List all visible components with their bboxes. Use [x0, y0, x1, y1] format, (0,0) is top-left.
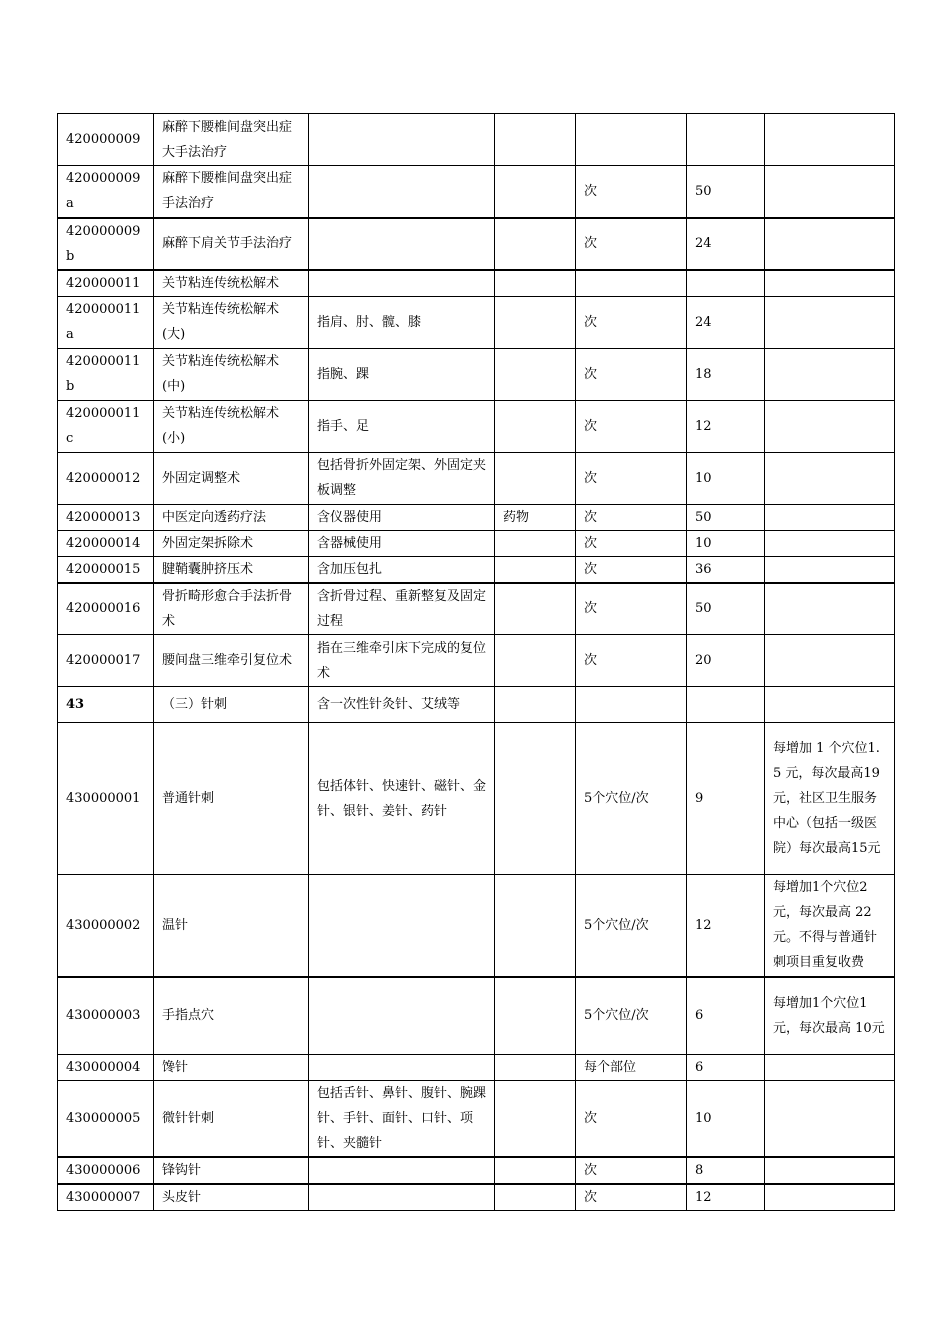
item-unit-cell: 次: [576, 635, 687, 687]
item-code-cell: 420000011c: [58, 400, 154, 452]
item-unit-cell: [576, 114, 687, 166]
item-content-cell: [309, 166, 495, 218]
item-note-cell: [765, 583, 895, 635]
item-name-cell: 温针: [154, 875, 309, 977]
item-content-cell: 含一次性针灸针、艾绒等: [309, 687, 495, 723]
item-note-cell: [765, 687, 895, 723]
table-row: [58, 452, 895, 504]
item-code-cell: 430000002: [58, 875, 154, 977]
item-note-cell: [765, 1157, 895, 1184]
item-name-cell: 腰间盘三维牵引复位术: [154, 635, 309, 687]
table-row: [58, 270, 895, 297]
item-unit-cell: 次: [576, 218, 687, 270]
item-note-cell: [765, 1055, 895, 1081]
item-name-cell: 微针针刺: [154, 1081, 309, 1158]
item-unit-cell: 每个部位: [576, 1055, 687, 1081]
item-note-cell: [765, 348, 895, 400]
item-unit-cell: 次: [576, 1184, 687, 1211]
item-name-cell: 外固定架拆除术: [154, 530, 309, 556]
item-unit-cell: [576, 270, 687, 297]
item-price-cell: [687, 687, 765, 723]
item-price-cell: 8: [687, 1157, 765, 1184]
item-price-cell: 36: [687, 556, 765, 583]
item-price-cell: 6: [687, 977, 765, 1055]
table-row: [58, 296, 895, 348]
item-code-cell: 420000012: [58, 452, 154, 504]
item-price-cell: [687, 270, 765, 297]
item-note-cell: 每增加 1 个穴位1.5 元，每次最高19 元，社区卫生服务中心（包括一级医院）每次最高15元: [765, 723, 895, 875]
item-name-cell: 麻醉下肩关节手法治疗: [154, 218, 309, 270]
item-content-cell: 含仪器使用: [309, 504, 495, 530]
item-unit-cell: 次: [576, 583, 687, 635]
table-row: [58, 530, 895, 556]
table-row: [58, 504, 895, 530]
item-exclusion-cell: [495, 114, 576, 166]
item-name-cell: 关节粘连传统松解术(大): [154, 296, 309, 348]
item-note-cell: 每增加1个穴位2元，每次最高 22元。不得与普通针刺项目重复收费: [765, 875, 895, 977]
item-exclusion-cell: [495, 1081, 576, 1158]
item-name-cell: 关节粘连传统松解术: [154, 270, 309, 297]
item-price-cell: 20: [687, 635, 765, 687]
item-exclusion-cell: [495, 1157, 576, 1184]
item-name-cell: 麻醉下腰椎间盘突出症手法治疗: [154, 166, 309, 218]
item-unit-cell: 5个穴位/次: [576, 723, 687, 875]
item-note-cell: [765, 1184, 895, 1211]
item-exclusion-cell: [495, 270, 576, 297]
item-exclusion-cell: [495, 635, 576, 687]
item-code-cell: 430000005: [58, 1081, 154, 1158]
item-price-cell: 50: [687, 504, 765, 530]
item-content-cell: [309, 977, 495, 1055]
item-content-cell: [309, 1157, 495, 1184]
item-code-cell: 43: [58, 687, 154, 723]
item-price-cell: 12: [687, 1184, 765, 1211]
item-name-cell: 骨折畸形愈合手法折骨术: [154, 583, 309, 635]
item-exclusion-cell: [495, 1055, 576, 1081]
item-name-cell: 手指点穴: [154, 977, 309, 1055]
item-exclusion-cell: [495, 723, 576, 875]
item-exclusion-cell: [495, 530, 576, 556]
item-code-cell: 420000009: [58, 114, 154, 166]
item-unit-cell: 次: [576, 166, 687, 218]
item-name-cell: （三）针刺: [154, 687, 309, 723]
item-note-cell: [765, 296, 895, 348]
table-row: [58, 1157, 895, 1184]
item-content-cell: 包括舌针、鼻针、腹针、腕踝针、手针、面针、口针、项针、夹髓针: [309, 1081, 495, 1158]
item-price-cell: 10: [687, 1081, 765, 1158]
item-exclusion-cell: [495, 400, 576, 452]
table-row: [58, 1081, 895, 1158]
item-code-cell: 420000016: [58, 583, 154, 635]
item-exclusion-cell: [495, 296, 576, 348]
item-price-cell: [687, 114, 765, 166]
item-name-cell: 中医定向透药疗法: [154, 504, 309, 530]
item-exclusion-cell: [495, 556, 576, 583]
item-unit-cell: 次: [576, 348, 687, 400]
item-note-cell: [765, 556, 895, 583]
item-content-cell: 指肩、肘、髋、膝: [309, 296, 495, 348]
item-exclusion-cell: 药物: [495, 504, 576, 530]
item-code-cell: 420000011: [58, 270, 154, 297]
item-name-cell: 普通针刺: [154, 723, 309, 875]
item-content-cell: 含加压包扎: [309, 556, 495, 583]
item-unit-cell: 次: [576, 1157, 687, 1184]
item-exclusion-cell: [495, 583, 576, 635]
item-note-cell: [765, 530, 895, 556]
item-content-cell: [309, 1055, 495, 1081]
item-price-cell: 50: [687, 166, 765, 218]
table-row: [58, 635, 895, 687]
table-row: [58, 348, 895, 400]
item-exclusion-cell: [495, 348, 576, 400]
table-row: [58, 218, 895, 270]
item-content-cell: 指腕、踝: [309, 348, 495, 400]
item-code-cell: 420000011a: [58, 296, 154, 348]
table-row: [58, 114, 895, 166]
item-name-cell: 腱鞘囊肿挤压术: [154, 556, 309, 583]
item-name-cell: 锋钩针: [154, 1157, 309, 1184]
item-code-cell: 420000015: [58, 556, 154, 583]
table-row: [58, 400, 895, 452]
item-content-cell: [309, 270, 495, 297]
item-exclusion-cell: [495, 218, 576, 270]
item-note-cell: [765, 114, 895, 166]
item-name-cell: 关节粘连传统松解术(小): [154, 400, 309, 452]
table-row: [58, 1055, 895, 1081]
item-code-cell: 430000003: [58, 977, 154, 1055]
item-content-cell: 含器械使用: [309, 530, 495, 556]
item-code-cell: 420000014: [58, 530, 154, 556]
item-price-cell: 12: [687, 400, 765, 452]
item-unit-cell: 次: [576, 1081, 687, 1158]
item-content-cell: 包括骨折外固定架、外固定夹板调整: [309, 452, 495, 504]
item-code-cell: 420000013: [58, 504, 154, 530]
item-name-cell: 麻醉下腰椎间盘突出症大手法治疗: [154, 114, 309, 166]
item-unit-cell: 5个穴位/次: [576, 977, 687, 1055]
item-code-cell: 430000004: [58, 1055, 154, 1081]
item-exclusion-cell: [495, 977, 576, 1055]
item-price-cell: 10: [687, 452, 765, 504]
item-price-cell: 9: [687, 723, 765, 875]
item-content-cell: [309, 875, 495, 977]
item-code-cell: 430000007: [58, 1184, 154, 1211]
item-unit-cell: 次: [576, 504, 687, 530]
item-note-cell: [765, 166, 895, 218]
item-content-cell: 指在三维牵引床下完成的复位术: [309, 635, 495, 687]
item-exclusion-cell: [495, 687, 576, 723]
fee-table-body: [58, 114, 895, 1211]
item-unit-cell: 次: [576, 452, 687, 504]
item-unit-cell: 次: [576, 400, 687, 452]
item-code-cell: 430000006: [58, 1157, 154, 1184]
item-content-cell: 包括体针、快速针、磁针、金针、银针、姜针、药针: [309, 723, 495, 875]
item-exclusion-cell: [495, 1184, 576, 1211]
item-content-cell: [309, 1184, 495, 1211]
item-content-cell: 含折骨过程、重新整复及固定过程: [309, 583, 495, 635]
item-code-cell: 420000017: [58, 635, 154, 687]
item-note-cell: [765, 504, 895, 530]
item-note-cell: [765, 635, 895, 687]
item-exclusion-cell: [495, 166, 576, 218]
item-code-cell: 420000009a: [58, 166, 154, 218]
table-row: [58, 875, 895, 977]
item-price-cell: 18: [687, 348, 765, 400]
item-price-cell: 12: [687, 875, 765, 977]
item-exclusion-cell: [495, 875, 576, 977]
item-exclusion-cell: [495, 452, 576, 504]
table-row: [58, 723, 895, 875]
item-name-cell: 外固定调整术: [154, 452, 309, 504]
table-row: [58, 166, 895, 218]
item-price-cell: 6: [687, 1055, 765, 1081]
item-price-cell: 24: [687, 218, 765, 270]
item-code-cell: 430000001: [58, 723, 154, 875]
fee-table: [57, 113, 895, 1211]
item-name-cell: 关节粘连传统松解术(中): [154, 348, 309, 400]
item-note-cell: [765, 1081, 895, 1158]
item-note-cell: [765, 400, 895, 452]
item-price-cell: 24: [687, 296, 765, 348]
item-unit-cell: 次: [576, 556, 687, 583]
item-code-cell: 420000011b: [58, 348, 154, 400]
item-name-cell: 馋针: [154, 1055, 309, 1081]
item-note-cell: [765, 218, 895, 270]
item-name-cell: 头皮针: [154, 1184, 309, 1211]
item-price-cell: 10: [687, 530, 765, 556]
item-unit-cell: 5个穴位/次: [576, 875, 687, 977]
item-content-cell: 指手、足: [309, 400, 495, 452]
item-code-cell: 420000009b: [58, 218, 154, 270]
item-note-cell: 每增加1个穴位1元，每次最高 10元: [765, 977, 895, 1055]
item-price-cell: 50: [687, 583, 765, 635]
table-row: [58, 1184, 895, 1211]
item-content-cell: [309, 218, 495, 270]
table-row: [58, 583, 895, 635]
table-row: [58, 977, 895, 1055]
item-unit-cell: 次: [576, 530, 687, 556]
item-note-cell: [765, 452, 895, 504]
item-content-cell: [309, 114, 495, 166]
section-row: [58, 687, 895, 723]
table-row: [58, 556, 895, 583]
item-unit-cell: 次: [576, 296, 687, 348]
item-unit-cell: [576, 687, 687, 723]
item-note-cell: [765, 270, 895, 297]
